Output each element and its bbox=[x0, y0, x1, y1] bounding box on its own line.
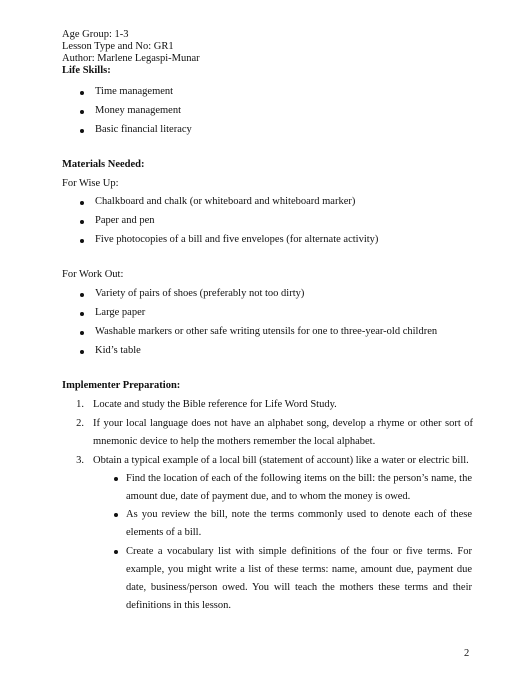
material-item: Variety of pairs of shoes (preferably not too dirty) bbox=[95, 288, 305, 299]
bullet-icon bbox=[114, 550, 118, 554]
bullet-icon bbox=[80, 312, 84, 316]
bullet-icon bbox=[80, 350, 84, 354]
age-group: Age Group: 1-3 bbox=[62, 29, 129, 40]
wise-up-label: For Wise Up: bbox=[62, 178, 119, 189]
bullet-icon bbox=[80, 331, 84, 335]
life-skill-item: Basic financial literacy bbox=[95, 124, 192, 135]
bullet-icon bbox=[80, 201, 84, 205]
material-item: Chalkboard and chalk (or whiteboard and whiteboard marker) bbox=[95, 196, 356, 207]
step-number: 1. bbox=[76, 399, 84, 410]
materials-heading: Materials Needed: bbox=[62, 159, 145, 170]
step-number: 3. bbox=[76, 455, 84, 466]
life-skill-item: Time management bbox=[95, 86, 174, 97]
material-item: Washable markers or other safe writing utensils for one to three-year-old children bbox=[95, 326, 438, 337]
step-text: Locate and study the Bible reference for Life Word Study. bbox=[93, 399, 337, 410]
material-item: Large paper bbox=[95, 307, 146, 318]
material-item: Five photocopies of a bill and five envelopes (for alternate activity) bbox=[95, 234, 379, 245]
sub-item: Create a vocabulary list with simple definitions of the four or five terms. For example, you might write a list of these terms: name, amount due, payment due date, business/person owed. You will teach the mothers these terms and their definitions in this lesson. bbox=[126, 546, 472, 611]
bullet-icon bbox=[114, 477, 118, 481]
author: Author: Marlene Legaspi-Munar bbox=[62, 53, 200, 64]
bullet-icon bbox=[80, 220, 84, 224]
material-item: Paper and pen bbox=[95, 215, 155, 226]
material-item: Kid’s table bbox=[95, 345, 141, 356]
bullet-icon bbox=[80, 239, 84, 243]
bullet-icon bbox=[114, 513, 118, 517]
bullet-icon bbox=[80, 110, 84, 114]
step-text: Obtain a typical example of a local bill (statement of account) like a water or electric bill. bbox=[93, 455, 469, 466]
bullet-icon bbox=[80, 129, 84, 133]
life-skills-heading: Life Skills: bbox=[62, 65, 111, 76]
preparation-heading: Implementer Preparation: bbox=[62, 380, 181, 391]
sub-item: As you review the bill, note the terms commonly used to denote each of these elements of a bill. bbox=[126, 509, 472, 538]
life-skill-item: Money management bbox=[95, 105, 182, 116]
bullet-icon bbox=[80, 91, 84, 95]
step-number: 2. bbox=[76, 418, 84, 429]
bullet-icon bbox=[80, 293, 84, 297]
sub-item: Find the location of each of the following items on the bill: the person’s name, the amount due, date of payment due, and to whom the money is owed. bbox=[126, 473, 472, 502]
step-text: If your local language does not have an alphabet song, develop a rhyme or other sort of mnemonic device to help the mothers remember the local alphabet. bbox=[93, 418, 473, 447]
work-out-label: For Work Out: bbox=[62, 269, 124, 280]
page-number: 2 bbox=[464, 648, 470, 659]
lesson-type: Lesson Type and No: GR1 bbox=[62, 41, 174, 52]
